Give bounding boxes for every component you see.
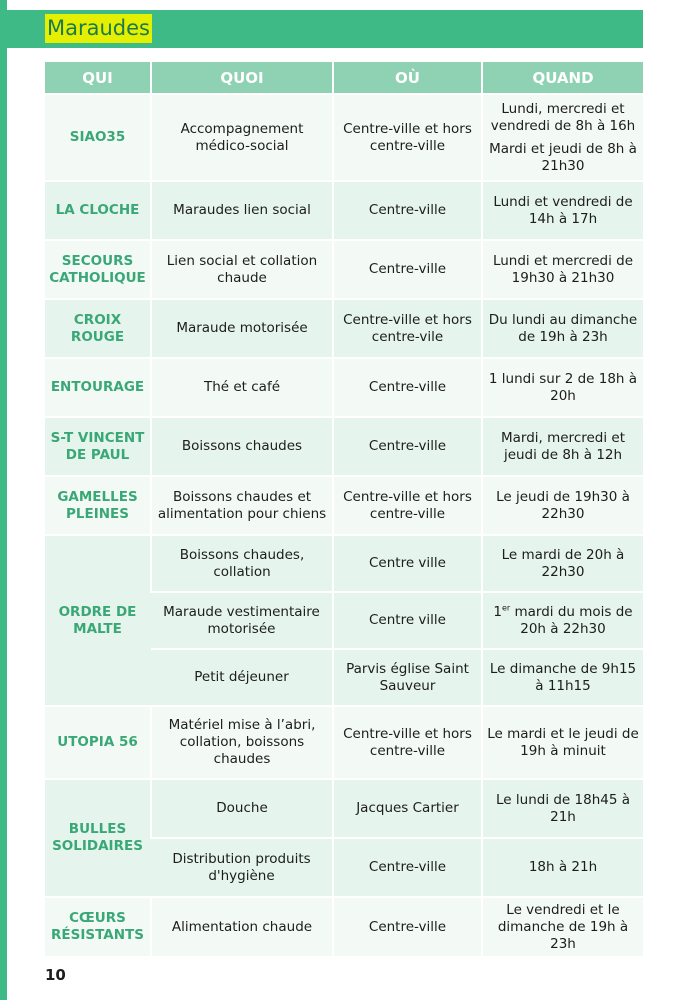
qui-cell: SECOURS CATHOLIQUE <box>45 240 151 299</box>
qui-cell: SIAO35 <box>45 94 151 181</box>
ou-cell: Centre-ville et hors centre-ville <box>333 476 482 535</box>
qui-cell: ORDRE DE MALTE <box>45 535 151 706</box>
left-stripe <box>0 0 7 1000</box>
ou-cell: Centre-ville <box>333 838 482 897</box>
ou-cell: Centre-ville <box>333 358 482 417</box>
table-row <box>45 897 643 956</box>
ou-cell: Parvis église Saint Sauveur <box>333 649 482 706</box>
table-row <box>45 779 643 838</box>
table-row <box>45 417 643 476</box>
quand-cell: Lundi et vendredi de 14h à 17h <box>482 181 643 240</box>
table-row <box>45 476 643 535</box>
qui-cell: BULLES SOLIDAIRES <box>45 779 151 897</box>
quand-cell: Mardi, mercredi et jeudi de 8h à 12h <box>482 417 643 476</box>
ou-cell: Centre ville <box>333 535 482 592</box>
qui-cell: CŒURS RÉSISTANTS <box>45 897 151 956</box>
page-number: 10 <box>45 966 66 984</box>
maraudes-table <box>45 62 643 956</box>
ou-cell: Centre-ville <box>333 181 482 240</box>
quand-cell <box>482 94 643 181</box>
quoi-cell: Lien social et collation chaude <box>151 240 333 299</box>
quoi-cell: Maraude vestimentaire motorisée <box>151 592 333 649</box>
table-row <box>45 706 643 779</box>
quoi-cell: Distribution produits d'hygiène <box>151 838 333 897</box>
table-row <box>45 535 643 592</box>
page-title: Maraudes <box>45 14 152 43</box>
ou-cell: Jacques Cartier <box>333 779 482 838</box>
quoi-cell: Douche <box>151 779 333 838</box>
quand-cell: 1 lundi sur 2 de 18h à 20h <box>482 358 643 417</box>
quand-ordinal: 1 <box>493 603 502 620</box>
column-header-qui: QUI <box>45 62 151 94</box>
qui-cell: UTOPIA 56 <box>45 706 151 779</box>
table-row <box>45 358 643 417</box>
quand-line: Lundi, mercredi et vendredi de 8h à 16h <box>490 100 636 134</box>
quoi-cell: Accompagnement médico-social <box>151 94 333 181</box>
ou-cell: Centre-ville <box>333 417 482 476</box>
qui-cell: LA CLOCHE <box>45 181 151 240</box>
quand-cell: Le mardi et le jeudi de 19h à minuit <box>482 706 643 779</box>
quoi-cell: Thé et café <box>151 358 333 417</box>
qui-cell: GAMELLES PLEINES <box>45 476 151 535</box>
quand-cell: Le lundi de 18h45 à 21h <box>482 779 643 838</box>
quand-cell: 18h à 21h <box>482 838 643 897</box>
ou-cell: Centre-ville <box>333 897 482 956</box>
quoi-cell: Maraude motorisée <box>151 299 333 358</box>
quoi-cell: Matériel mise à l’abri, collation, boissons chaudes <box>151 706 333 779</box>
table-row <box>45 299 643 358</box>
quand-ordinal-suffix: er <box>501 603 511 612</box>
quoi-cell: Petit déjeuner <box>151 649 333 706</box>
ou-cell: Centre-ville et hors centre-vile <box>333 299 482 358</box>
qui-cell: S-T VINCENT DE PAUL <box>45 417 151 476</box>
table-row <box>45 94 643 181</box>
quand-cell: Lundi et mercredi de 19h30 à 21h30 <box>482 240 643 299</box>
quoi-cell: Maraudes lien social <box>151 181 333 240</box>
quand-cell: Le jeudi de 19h30 à 22h30 <box>482 476 643 535</box>
column-header-quand: QUAND <box>482 62 643 94</box>
quoi-cell: Boissons chaudes et alimentation pour chiens <box>151 476 333 535</box>
ou-cell: Centre-ville et hors centre-ville <box>333 706 482 779</box>
column-header-quoi: QUOI <box>151 62 333 94</box>
ou-cell: Centre ville <box>333 592 482 649</box>
ou-cell: Centre-ville <box>333 240 482 299</box>
quand-cell <box>482 592 643 649</box>
quoi-cell: Boissons chaudes, collation <box>151 535 333 592</box>
quand-cell: Le dimanche de 9h15 à 11h15 <box>482 649 643 706</box>
column-header-ou: OÙ <box>333 62 482 94</box>
quoi-cell: Boissons chaudes <box>151 417 333 476</box>
quand-cell: Du lundi au dimanche de 19h à 23h <box>482 299 643 358</box>
table-header-row <box>45 62 643 94</box>
quand-text: mardi du mois de 20h à 22h30 <box>510 603 633 637</box>
table-row <box>45 240 643 299</box>
quand-cell: Le mardi de 20h à 22h30 <box>482 535 643 592</box>
quoi-cell: Alimentation chaude <box>151 897 333 956</box>
ou-cell: Centre-ville et hors centre-ville <box>333 94 482 181</box>
qui-cell: ENTOURAGE <box>45 358 151 417</box>
quand-cell: Le vendredi et le dimanche de 19h à 23h <box>482 897 643 956</box>
qui-cell: CROIX ROUGE <box>45 299 151 358</box>
table-row <box>45 181 643 240</box>
quand-line: Mardi et jeudi de 8h à 21h30 <box>489 140 637 174</box>
